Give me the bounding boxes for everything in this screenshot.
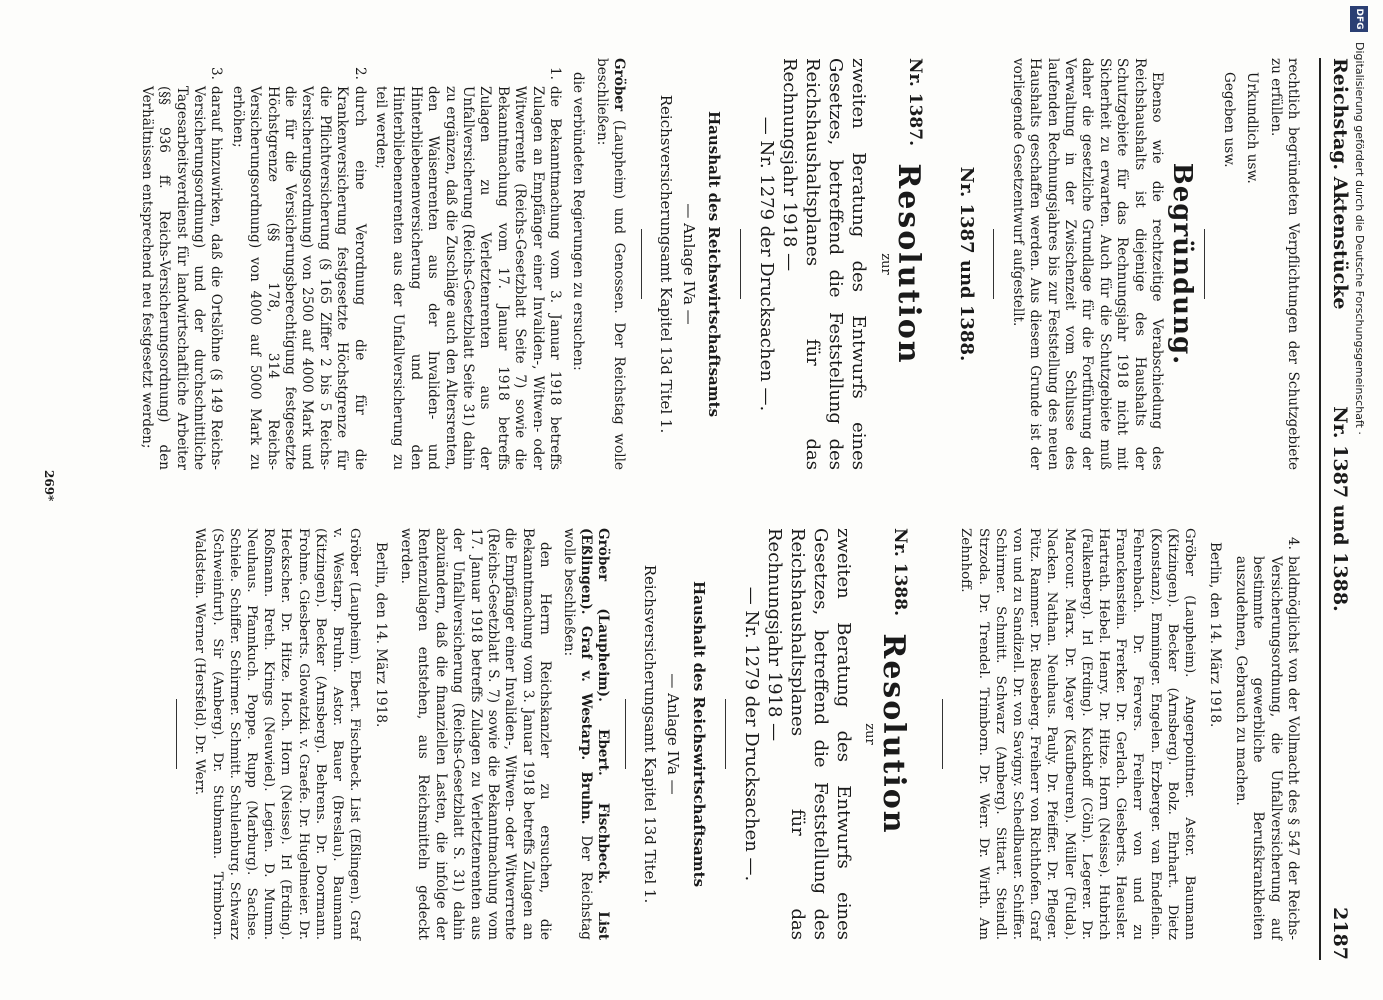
anlage-label: — Anlage IVa — (680, 203, 699, 325)
date-line: Berlin, den 14. März 1918. (372, 542, 389, 728)
divider (942, 699, 943, 769)
page-number: 2187 (1329, 907, 1351, 960)
list-item (1231, 528, 1301, 940)
signatories-list: Gröber (Laupheim). Angerpointner. Astor. Baumann (Kitzingen). Becker (Arnsberg). Bolz. Ehrhart. Dietz (Konstanz). Emminger. Engelen. Erzberger. van Endeflein. Fehrenbach. Dr. Fervers. Freiherr von und zu Franckenstein. Frerker. Dr. Gerlach. Giesberts. Haeusler. Hartrath. Hebel. Henry. Dr. Hitze. Horn (Neisse). Hubrich (Falkenberg). Irl (Erding). Kuckhoff (Cöln). Legerer. Dr. Marcour. Marx. Dr. Mayer (Kaufbeuren). Müller (Fulda). Nacken. Nathan. Neuhaus. Pauly. Dr. Pfeiffer. Dr. Pfleger. Pütz. Rammer. Dr. Rieseberg. Freiherr von Richthofen. Graf von und zu Sandizell. Dr. von Savigny. Schedlbauer. Schiffer. Schirmer. Schmitt. Schwarz (Amberg). Sittart. Steindl. Strzoda. Dr. Trendel. Trimborn. Dr. Werr. Dr. Wirth. Am Zehnhoff. (958, 528, 1197, 940)
begruendung-text: Ebenso wie die rechtzeitige Verabschiedung des Reichshaushalts ist diejenige des Haushalts der Schutzgebiete für das Rechnungsjahr 1918 nicht mit Sicherheit zu erwarten. Auch für die Schutzgebiete muß daher die gesetzliche Grundlage für die Fortführung der Verwaltung in der Zwischenzeit vom Schlusse des laufenden Rechnungsjahres bis zur Feststellung des neuen Haushalts geschaffen werden. Aus diesem Grunde ist der vorliegende Gesetzentwurf aufgestellt. (1009, 58, 1165, 470)
haushalt-heading: Haushalt des Reichswirtschaftsamts (705, 110, 724, 418)
divider (626, 699, 627, 769)
haushalt-heading: Haushalt des Reichswirtschaftsamts (689, 580, 708, 888)
item-number: 4. (1285, 537, 1301, 550)
ersuchen-line: die verbündeten Regierungen zu ersuchen: (570, 72, 587, 371)
antrag-line (559, 528, 611, 940)
digitization-note (1332, 0, 1372, 1000)
resolution-subject-ref: — Nr. 1279 der Drucksachen —. (756, 116, 778, 412)
divider (741, 229, 742, 299)
kapitel-label: Reichsversicherungsamt Kapitel 13d Titel 1. (640, 564, 659, 904)
resolution-subject-text: zweiten Beratung des Entwurfs eines Gesetzes, betreffend die Feststellung des Reichshaushaltsplanes für das Rechnungsjahr 1918 — (763, 528, 854, 940)
list-item (372, 58, 563, 470)
signatories-list: Gröber (Laupheim). Ebert. Fischbeck. List (Eßlingen). Graf v. Westarp. Bruhn. Astor. Bauer (Breslau). Baumann (Kitzingen). Becker (Arnsberg). Behrens. Dr. Doormann. Frohme. Giesberts. Glowatzki. v. Graefe. Dr. Hugelmeier. Dr. Heckscher. Dr. Hitze. Hoch. Horn (Neisse). Irl (Erding). Roßmann. Rreth. Krings (Neuwied). Legien. D. Mumm. Neuhaus. Pfannkuch. Poppe. Rupp (Marburg). Sachse. Schiele. Schiffer. Schirmer. Schmitt. Schulenburg. Schwarz (Schweinfurt). Sir (Amberg). Dr. Stubmann. Trimborn. Waldstein. Werner (Hersfeld). Dr. Werr. (192, 528, 363, 940)
item-text: baldmöglichst von der Vollmacht des § 547 der Reichs-Versicherungsordnung, die Unfallversicherung auf bestimmte gewerbliche Berufskrankheiten auszudehnen, Gebrauch zu machen. (1232, 556, 1301, 940)
antrag-line (592, 58, 627, 470)
item-text: durch eine Verordnung die für die Krankenversicherung festgesetzte Höchstgrenze für die Pflichtversicherung (§ 165 Ziffer 2 bis 5 Reichs-Versicherungsordnung) von 2500 auf 4000 Mark und die für die Versicherungsberechtigung festgesetzte Höchstgrenze (§§ 178, 314 Reichs-Versicherungsordnung) von 4000 auf 5000 Mark zu erhöhen; (229, 86, 368, 470)
resolution-number: Nr. 1387. (905, 58, 926, 147)
resolution-heading-row (875, 528, 928, 940)
item-text: die Bekanntmachung vom 3. Januar 1918 betreffs Zulagen an Empfänger einer Invaliden-, Witwen- oder Witwerrente (Reichs-Gesetzblatt Seite 7) sowie die Bekanntmachung vom 17. Januar 1918 betreffs Zulagen zu Verletztenrenten aus der Unfallversicherung (Reichs-Gesetzblatt Seite 31) dahin zu ergänzen, daß die Zuschläge auch den Altersrenten, den Waisenrenten aus der Invaliden- und Hinterbliebenenversicherung und den Hinterbliebenenrenten aus der Unfallversicherung zu teil werden; (373, 86, 564, 470)
antrag-names: Gröber (Laupheim). Ebert. Fischbeck. List (Eßlingen). Graf v. Westarp. Bruhn. (578, 528, 612, 940)
antrag-name: Gröber (611, 58, 628, 112)
zur-label: zur (862, 723, 878, 745)
sheet-signature: 269* (42, 470, 56, 502)
item-text: darauf hinzuwirken, daß die Ortslöhne (§ 149 Reichs-Versicherungsordnung) und der durchschnittliche Tagesarbeitsverdienst für landwirtschaftliche Arbeiter (§§ 936 ff. Reichs-Versicherungsordnung) den Verhältnissen entsprechend neu festgesetzt werden; (138, 86, 225, 470)
nr-heading: Nr. 1387 und 1388. (956, 166, 978, 362)
dfg-logo: DFG (1350, 6, 1368, 32)
divider (641, 229, 642, 299)
gegeben-line: Gegeben usw. (1220, 72, 1237, 168)
anlage-label: — Anlage IVa — (664, 673, 683, 795)
digitization-text: Digitalisierung gefördert durch die Deutsche Forschungsgemeinschaft · (1353, 42, 1366, 435)
resolution-heading-row (891, 58, 944, 470)
right-column (162, 528, 1301, 940)
list-item (137, 58, 224, 470)
zur-label: zur (877, 253, 893, 275)
divider (176, 699, 177, 769)
resolution-subject (740, 528, 855, 940)
kapitel-label: Reichsversicherungsamt Kapitel 13d Titel 1. (656, 94, 675, 434)
list-item (228, 58, 367, 470)
antrag-text: den Herrn Reichskanzler zu ersuchen, die Bekanntmachung vom 3. Januar 1918 betreffs Zulagen an die Empfänger einer Invaliden-, Witwen- oder Witwerrente (Reichs-Gesetzblatt S. 7) sowie die Bekanntmachung vom 17. Januar 1918 betreffs Zulagen zu Verletztenrenten aus der Unfallversicherung (Reichs-Gesetzblatt S. 31) dahin abzuändern, daß die finanziellen Lasten, die infolge der Rentenzulagen entstehen, aus Reichsmitteln gedeckt werden. (398, 528, 554, 940)
antrag-rest: Der Reichstag wolle beschließen: (560, 528, 595, 940)
resolution-title: Resolution (891, 163, 927, 365)
resolution-subject (756, 58, 871, 470)
item-number: 3. (208, 67, 225, 80)
resolution-title: Resolution (875, 633, 911, 835)
item-number: 1. (547, 67, 564, 80)
divider (1204, 229, 1205, 299)
item-number: 2. (351, 67, 368, 80)
header-center: Nr. 1387 und 1388. (1329, 406, 1351, 612)
intro-text: rechtlich begründeten Verpflichtungen der Schutzgebiete zu erfüllen. (1267, 58, 1301, 470)
header-left: Reichstag. Aktenstücke (1329, 58, 1351, 310)
date-line: Berlin, den 14. März 1918. (1207, 542, 1224, 728)
resolution-number: Nr. 1388. (889, 528, 910, 617)
antrag-rest: (Laupheim) und Genossen. Der Reichstag wolle beschließen: (593, 58, 628, 470)
urkundlich-line: Urkundlich usw. (1244, 72, 1261, 184)
begruendung-heading: Begründung. (1167, 162, 1198, 366)
left-column (133, 58, 1301, 470)
resolution-subject-text: zweiten Beratung des Entwurfs eines Gesetzes, betreffend die Feststellung des Reichshaushaltsplanes für das Rechnungsjahr 1918 — (779, 58, 870, 470)
divider (993, 229, 994, 299)
divider (725, 699, 726, 769)
resolution-subject-ref: — Nr. 1279 der Drucksachen —. (740, 586, 762, 882)
